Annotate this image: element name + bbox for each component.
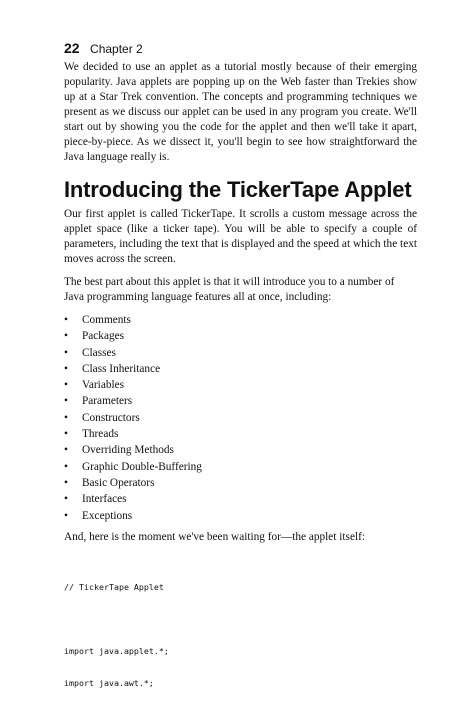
code-comment: // TickerTape Applet xyxy=(64,581,164,592)
page-content xyxy=(64,60,417,709)
list-item xyxy=(64,328,417,344)
bullet-icon: • xyxy=(64,314,68,326)
section-paragraph-2: The best part about this applet is that it will introduce you to a number of Java programming language features all at once, including: xyxy=(64,276,395,303)
feature-list xyxy=(64,312,417,524)
list-item-label: Comments xyxy=(82,314,131,326)
bullet-icon: • xyxy=(64,444,68,457)
list-item xyxy=(64,345,417,361)
list-item xyxy=(64,312,417,328)
list-item-label: Exceptions xyxy=(82,509,133,522)
running-header xyxy=(64,40,143,58)
list-item xyxy=(64,361,417,377)
list-item xyxy=(64,508,417,524)
bullet-icon: • xyxy=(64,395,68,408)
list-item xyxy=(64,459,417,475)
chapter-label: Chapter 2 xyxy=(90,42,143,56)
bullet-icon: • xyxy=(64,476,68,489)
code-import-awt: import java.awt.*; xyxy=(64,677,154,688)
bullet-icon: • xyxy=(64,509,68,522)
list-item xyxy=(64,491,417,507)
code-listing xyxy=(64,561,417,709)
list-item xyxy=(64,442,417,458)
bullet-icon: • xyxy=(64,460,68,473)
list-item xyxy=(64,475,417,491)
list-item-label: Parameters xyxy=(82,395,133,408)
list-item-label: Classes xyxy=(82,346,116,359)
list-item-label: Interfaces xyxy=(82,493,127,506)
page-number: 22 xyxy=(64,40,80,56)
list-item-label: Basic Operators xyxy=(82,476,155,489)
list-item xyxy=(64,377,417,393)
bullet-icon: • xyxy=(64,362,68,375)
intro-paragraph: We decided to use an applet as a tutorial mostly because of their emerging popularity. Java applets are popping up on the Web faster than Trekies show up at a Star Trek convention. The concepts and programming techniques we present as we discuss our applet can be used in any program you create. We'll start out by showing you the code for the applet and then we'll take it apart, piece-by-piece. As we dissect it, you'll begin to see how straightforward the Java language really is. xyxy=(64,61,417,163)
list-item-label: Variables xyxy=(82,379,125,392)
bullet-icon: • xyxy=(64,346,68,359)
bullet-icon: • xyxy=(64,493,68,506)
list-item xyxy=(64,426,417,442)
section-heading: Introducing the TickerTape Applet xyxy=(64,177,412,202)
list-item-label: Packages xyxy=(82,330,125,343)
section-paragraph-1: Our first applet is called TickerTape. It scrolls a custom message across the applet space (like a ticker tape). You will be able to specify a couple of parameters, including the text that is displayed and the speed at which the text moves across the screen. xyxy=(64,208,417,265)
list-item-label: Graphic Double-Buffering xyxy=(82,460,202,473)
list-item-label: Class Inheritance xyxy=(82,362,161,375)
bullet-icon: • xyxy=(64,330,68,343)
list-item-label: Threads xyxy=(82,428,119,441)
code-blank-line xyxy=(64,613,417,625)
code-import-applet: import java.applet.*; xyxy=(64,646,169,657)
list-item xyxy=(64,410,417,426)
list-item xyxy=(64,393,417,409)
bullet-icon: • xyxy=(64,428,68,441)
closing-paragraph: And, here is the moment we've been waiting for—the applet itself: xyxy=(64,530,366,543)
bullet-icon: • xyxy=(64,379,68,392)
list-item-label: Constructors xyxy=(82,411,140,424)
list-item-label: Overriding Methods xyxy=(82,444,174,457)
bullet-icon: • xyxy=(64,411,68,424)
